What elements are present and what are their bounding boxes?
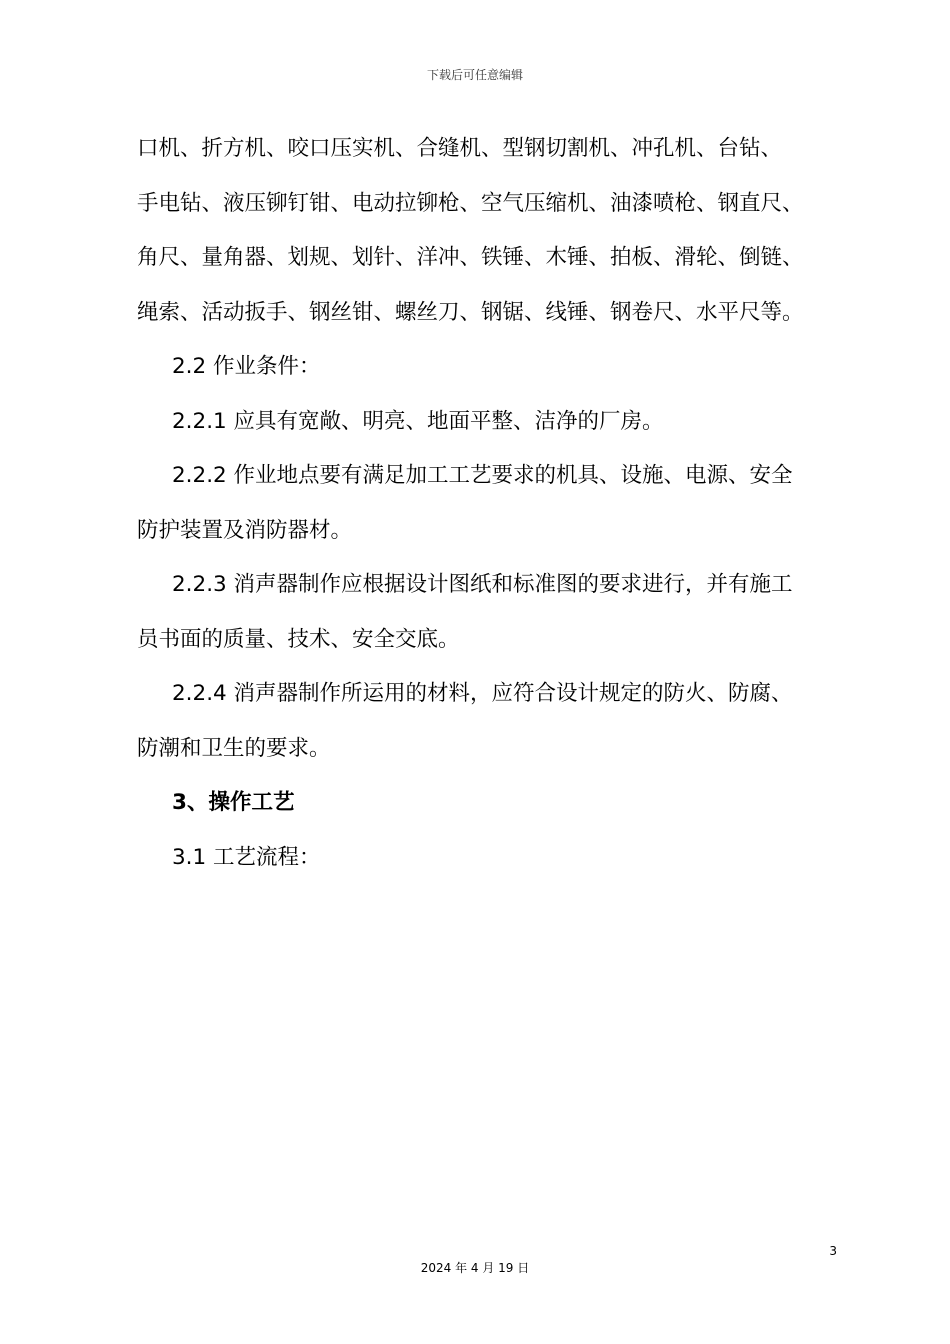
body-line: 口机、折方机、咬口压实机、合缝机、型钢切割机、冲孔机、台钻、 [137,136,783,161]
body-line: 角尺、量角器、划规、划针、洋冲、铁锤、木锤、拍板、滑轮、倒链、 [137,245,804,270]
section-3-1-title: 3.1 工艺流程： [172,844,321,870]
clause-2-2-2: 2.2.2 作业地点要有满足加工工艺要求的机具、设施、电源、安全 [172,463,793,488]
clause-2-2-4-continued: 防潮和卫生的要求。 [137,735,331,761]
page-number: 3 [829,1244,837,1258]
footer-date: 2024 年 4 月 19 日 [420,1261,530,1275]
clause-2-2-2-continued: 防护装置及消防器材。 [137,517,353,543]
clause-2-2-3-continued: 员书面的质量、技术、安全交底。 [137,626,460,652]
clause-2-2-3: 2.2.3 消声器制作应根据设计图纸和标准图的要求进行，并有施工 [172,572,793,597]
page-header: 下载后可任意编辑 [426,68,523,82]
section-3-heading: 3、操作工艺 [172,790,295,815]
clause-2-2-4: 2.2.4 消声器制作所运用的材料，应符合设计规定的防火、防腐、 [172,681,793,706]
document-body [137,122,852,885]
body-line: 绳索、活动扳手、钢丝钳、螺丝刀、钢锯、线锤、钢卷尺、水平尺等。 [137,299,804,325]
clause-2-2-1: 2.2.1 应具有宽敞、明亮、地面平整、洁净的厂房。 [172,408,664,434]
section-2-2-title: 2.2 作业条件： [172,354,321,379]
body-line: 手电钻、液压铆钉钳、电动拉铆枪、空气压缩机、油漆喷枪、钢直尺、 [137,190,804,216]
